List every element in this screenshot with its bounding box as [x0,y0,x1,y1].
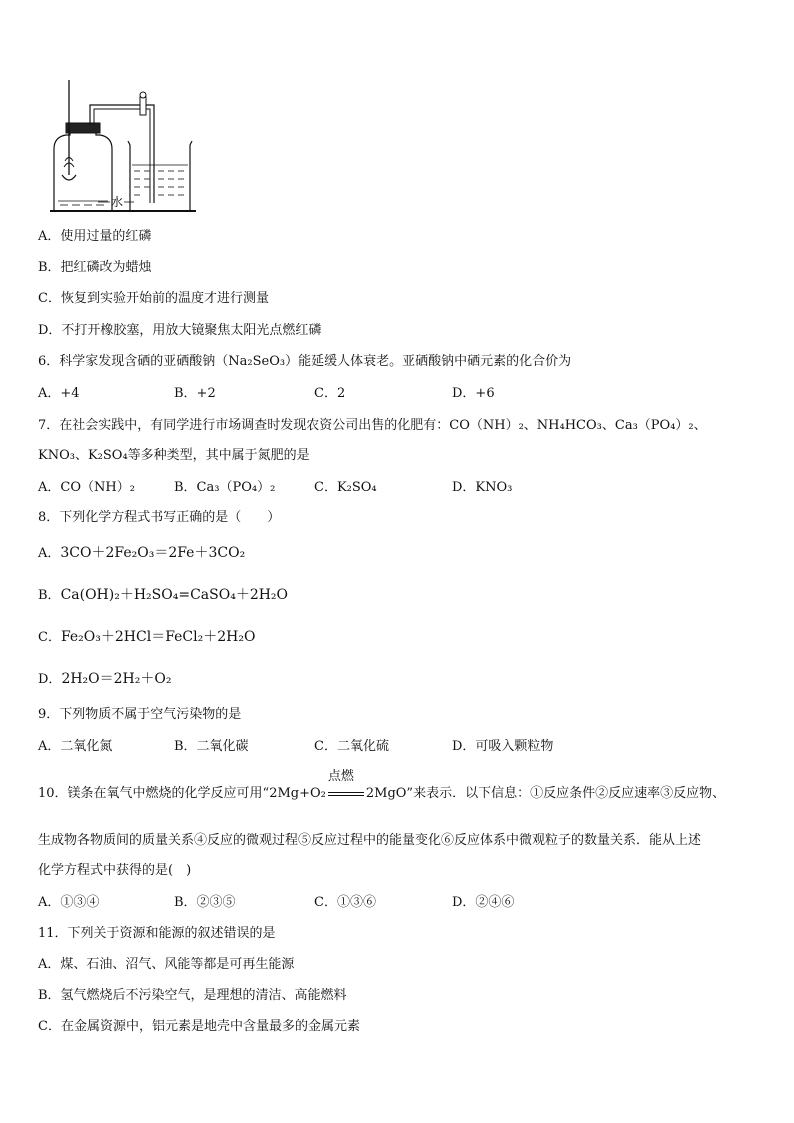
q10-stem-line3: 化学方程式中获得的是( ) [38,863,192,878]
q7-option-d: D．KNO₃ [452,480,513,495]
q6-option-b: B．+2 [174,386,216,401]
q9-option-d: D．可吸入颗粒物 [452,739,554,754]
q7-option-c: C．K₂SO₄ [314,480,377,495]
q10-option-c: C．①③⑥ [314,895,376,910]
q9-option-b: B．二氧化碳 [174,739,249,754]
q10-condition: 点燃 [327,769,354,784]
q8-option-b-letter: B． [38,588,61,603]
water-label: 水 [111,195,124,209]
q5-option-a: A．使用过量的红磷 [38,229,152,244]
q8-option-b [38,586,288,605]
q10-stem-line1 [38,769,726,803]
q8-option-d [38,670,171,689]
q7-stem-line2: KNO₃、K₂SO₄等多种类型，其中属于氮肥的是 [38,448,310,463]
q11-option-c: C．在金属资源中，铝元素是地壳中含量最多的金属元素 [38,1019,360,1034]
q11-option-b: B．氢气燃烧后不污染空气，是理想的清洁、高能燃料 [38,988,347,1003]
q8-option-a [38,544,245,563]
q8-option-d-equation: 2H₂O＝2H₂＋O₂ [61,671,172,687]
q8-option-b-equation: Ca(OH)₂＋H₂SO₄=CaSO₄＋2H₂O [60,587,289,603]
red-phosphorus-experiment-diagram [50,75,200,217]
q10-option-b: B．②③⑤ [174,895,236,910]
q10-option-d: D．②④⑥ [452,895,515,910]
q6-stem: 6．科学家发现含硒的亚硒酸钠（Na₂SeO₃）能延缓人体衰老。亚硒酸钠中硒元素的化合价为 [38,354,572,369]
q8-option-d-letter: D． [38,672,62,687]
q11-option-a: A．煤、石油、沼气、风能等都是可再生能源 [38,957,295,972]
q8-option-c-letter: C． [38,630,61,645]
q6-option-a: A．+4 [38,386,80,401]
q9-option-a: A．二氧化氮 [38,739,113,754]
q6-option-c: C．2 [314,386,346,401]
q11-stem: 11．下列关于资源和能源的叙述错误的是 [38,926,276,941]
q8-option-c [38,628,255,647]
q7-option-a: A．CO（NH）₂ [38,480,135,495]
q6-option-d: D．+6 [452,386,495,401]
q9-stem: 9．下列物质不属于空气污染物的是 [38,707,242,722]
q8-option-c-equation: Fe₂O₃＋2HCl＝FeCl₂＋2H₂O [60,629,256,645]
q7-stem-line1: 7．在社会实践中，有同学进行市场调查时发现农资公司出售的化肥有：CO（NH）₂、NH₄HCO₃、Ca₃（PO₄）₂、 [38,418,707,433]
q10-prefix: 10．镁条在氧气中燃烧的化学反应可用“2Mg+O₂ [38,786,326,801]
q8-option-a-equation: 3CO＋2Fe₂O₃＝2Fe＋3CO₂ [60,545,246,561]
q9-option-c: C．二氧化硫 [314,739,389,754]
q8-option-a-letter: A． [38,546,61,561]
q5-option-c: C．恢复到实验开始前的温度才进行测量 [38,291,269,306]
q10-reaction-arrow [326,769,366,803]
q8-stem: 8．下列化学方程式书写正确的是（ ） [38,510,281,525]
q7-option-b: B．Ca₃（PO₄）₂ [174,480,276,495]
q10-suffix: 2MgO”来表示．以下信息：①反应条件②反应速率③反应物、 [365,786,726,801]
q10-stem-line2: 生成物各物质间的质量关系④反应的微观过程⑤反应过程中的能量变化⑥反应体系中微观粒子的数量关系．能从上述 [38,833,702,848]
q5-option-b: B．把红磷改为蜡烛 [38,260,152,275]
q10-option-a: A．①③④ [38,895,100,910]
q5-option-d: D．不打开橡胶塞，用放大镜聚焦太阳光点燃红磷 [38,323,322,338]
